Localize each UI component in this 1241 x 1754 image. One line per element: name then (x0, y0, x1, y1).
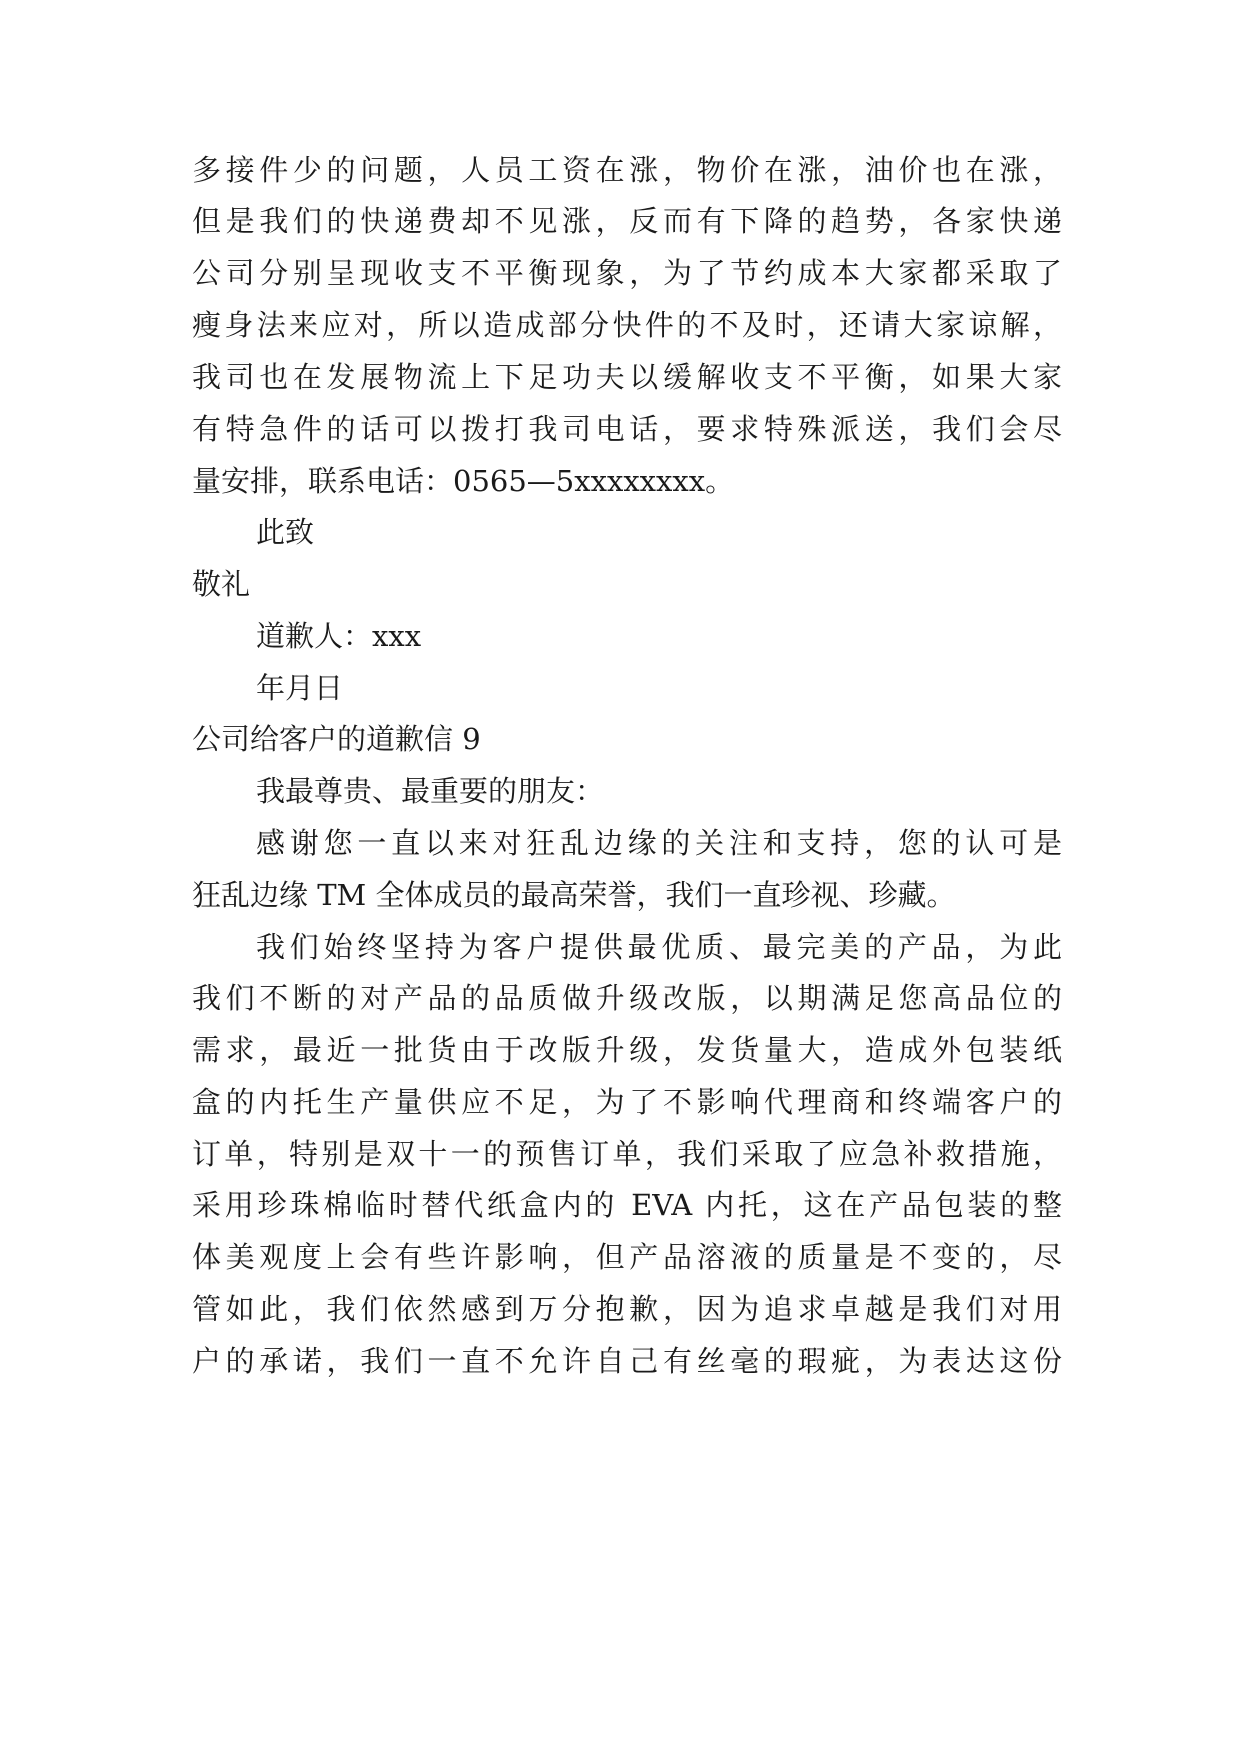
text-line: 订单，特别是双十一的预售订单，我们采取了应急补救措施， (192, 1137, 1062, 1171)
text-line: 我司也在发展物流上下足功夫以缓解收支不平衡，如果大家 (192, 360, 1062, 394)
text-line: 瘦身法来应对，所以造成部分快件的不及时，还请大家谅解， (192, 308, 1062, 342)
letter-greeting: 我最尊贵、最重要的朋友： (256, 774, 605, 808)
text-line: 公司分别呈现收支不平衡现象，为了节约成本大家都采取了 (192, 256, 1062, 290)
text-line: 多接件少的问题，人员工资在涨，物价在涨，油价也在涨， (192, 153, 1062, 187)
text-line: 采用珍珠棉临时替代纸盒内的 EVA 内托，这在产品包装的整 (192, 1188, 1062, 1222)
text-line: 需求，最近一批货由于改版升级，发货量大，造成外包装纸 (192, 1033, 1062, 1067)
text-line: 盒的内托生产量供应不足，为了不影响代理商和终端客户的 (192, 1085, 1062, 1119)
text-line: 但是我们的快递费却不见涨，反而有下降的趋势，各家快递 (192, 204, 1062, 238)
text-line: 我们不断的对产品的品质做升级改版，以期满足您高品位的 (192, 981, 1062, 1015)
text-line: 狂乱边缘 TM 全体成员的最高荣誉，我们一直珍视、珍藏。 (192, 878, 956, 912)
signature-line: 道歉人：xxx (256, 619, 422, 653)
text-line: 感谢您一直以来对狂乱边缘的关注和支持，您的认可是 (256, 826, 1062, 860)
date-line: 年月日 (256, 671, 344, 705)
text-line: 管如此，我们依然感到万分抱歉，因为追求卓越是我们对用 (192, 1292, 1062, 1326)
letter-heading: 公司给客户的道歉信 9 (192, 722, 481, 756)
text-line: 体美观度上会有些许影响，但产品溶液的质量是不变的，尽 (192, 1240, 1062, 1274)
text-line: 量安排，联系电话：0565—5xxxxxxxx。 (192, 464, 735, 498)
closing-salutation: 此致 (256, 515, 315, 549)
text-line: 户的承诺，我们一直不允许自己有丝毫的瑕疵，为表达这份 (192, 1344, 1062, 1378)
text-line: 有特急件的话可以拨打我司电话，要求特殊派送，我们会尽 (192, 412, 1062, 446)
text-line: 我们始终坚持为客户提供最优质、最完美的产品，为此 (256, 930, 1062, 964)
closing-regards: 敬礼 (192, 567, 251, 601)
